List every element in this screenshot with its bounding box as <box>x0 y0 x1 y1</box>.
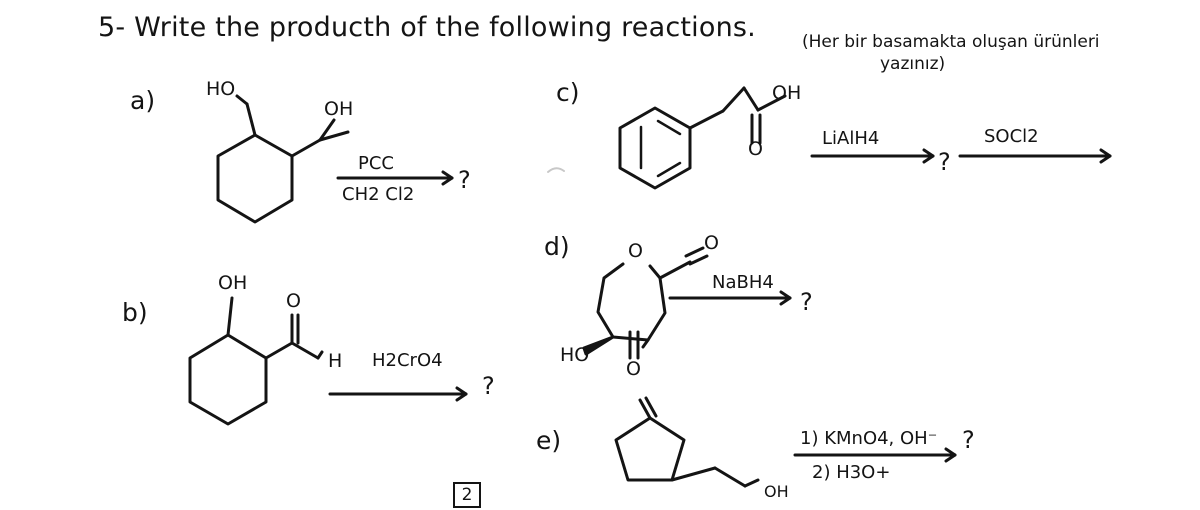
structure-d-lactone <box>584 248 707 358</box>
reaction-c-carbonyl-o: O <box>748 138 763 160</box>
question-title: 5- Write the producth of the following reactions. <box>98 12 756 43</box>
reaction-c-oh-group: OH <box>772 82 802 104</box>
reaction-d-reagent: NaBH4 <box>712 272 774 293</box>
arrow-d <box>670 292 790 304</box>
reaction-d-label: d) <box>544 232 570 261</box>
structure-b-cyclohexane <box>190 298 322 424</box>
reaction-b-oh-group: OH <box>218 272 248 294</box>
reaction-a-ho-group: HO <box>206 78 236 100</box>
reaction-b-carbonyl-o: O <box>286 290 301 312</box>
arrow-e <box>795 449 955 461</box>
page-number-box: 2 <box>453 482 481 508</box>
question-subtitle-line1: (Her bir basamakta oluşan ürünleri <box>802 32 1100 52</box>
arrow-a <box>338 172 452 184</box>
reaction-c-reagent-1: LiAlH4 <box>822 128 880 149</box>
reaction-a-product-unknown: ? <box>458 166 471 194</box>
reaction-b-product-unknown: ? <box>482 372 495 400</box>
reaction-a-reagent-solvent: CH2 Cl2 <box>342 184 415 205</box>
arrow-b <box>330 388 466 400</box>
reaction-d-ho-group: HO <box>560 344 590 366</box>
reaction-d-exo-o: O <box>704 232 719 254</box>
reaction-b-aldehyde-h: H <box>328 350 343 372</box>
structure-e-cyclopentane <box>616 398 758 486</box>
reaction-d-product-unknown: ? <box>800 288 813 316</box>
reaction-a-reagent-pcc: PCC <box>358 153 394 174</box>
reaction-c-reagent-2: SOCl2 <box>984 126 1039 147</box>
reaction-e-reagent-1: 1) KMnO4, OH⁻ <box>800 428 938 449</box>
reaction-b-label: b) <box>122 298 148 327</box>
reaction-b-reagent: H2CrO4 <box>372 350 443 371</box>
question-subtitle-line2: yazınız) <box>880 54 946 74</box>
arrow-c-1 <box>812 150 933 162</box>
reaction-e-product-unknown: ? <box>962 426 975 454</box>
reaction-d-ring-o: O <box>628 240 643 262</box>
reaction-d-bottom-o: O <box>626 358 641 380</box>
reaction-c-label: c) <box>556 78 580 107</box>
arrow-c-2 <box>960 150 1110 162</box>
reaction-a-oh-group: OH <box>324 98 354 120</box>
reaction-c-intermediate-unknown: ? <box>938 148 951 176</box>
reaction-e-reagent-2: 2) H3O+ <box>812 462 891 483</box>
reaction-a-label: a) <box>130 86 156 115</box>
reaction-e-oh-group: OH <box>764 482 789 501</box>
reaction-e-label: e) <box>536 426 562 455</box>
